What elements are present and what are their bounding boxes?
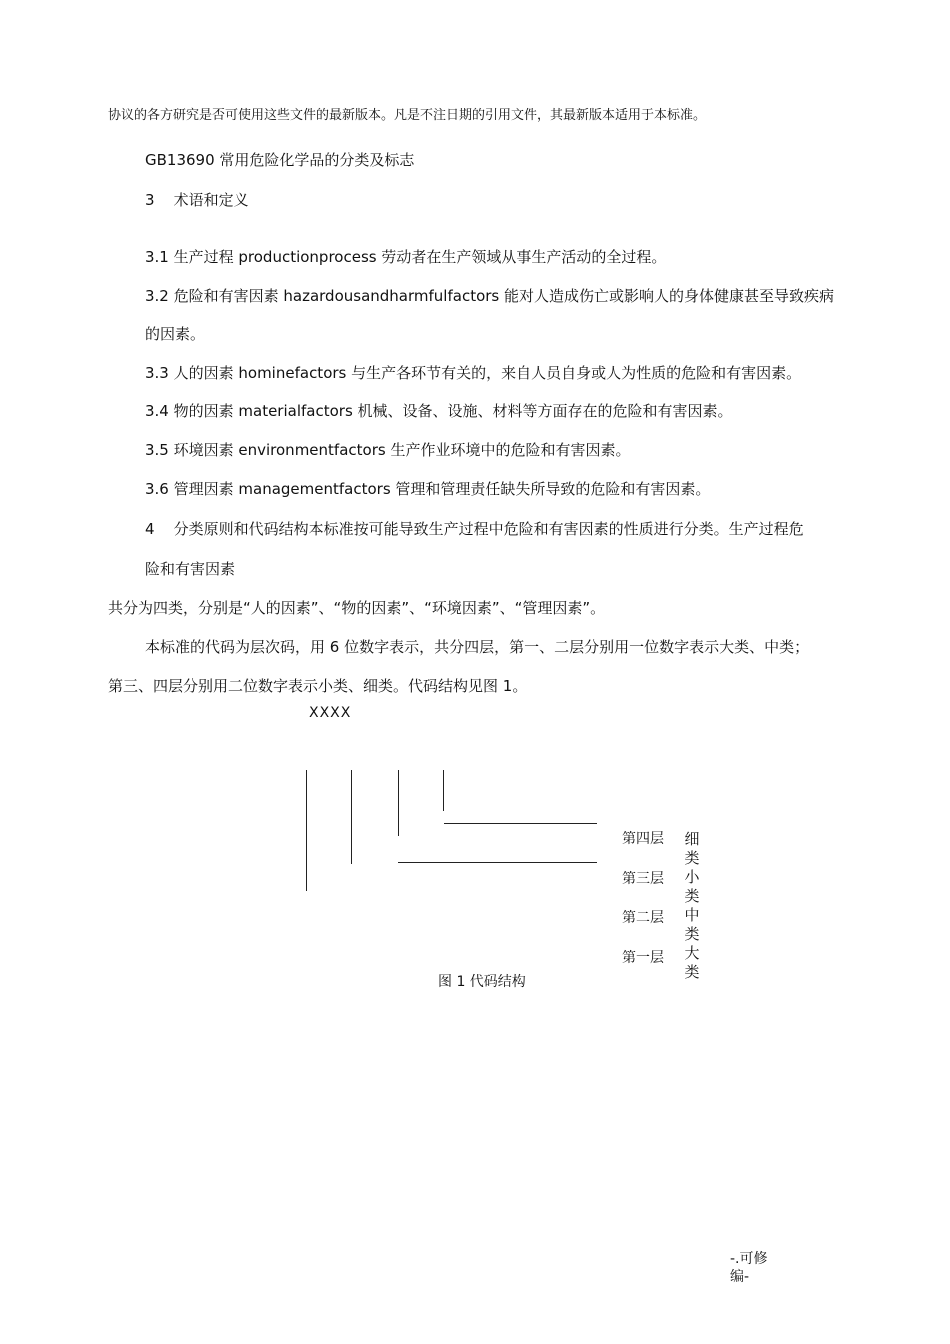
level-1-connector [306,770,307,891]
layer-2-label: 第二层 [622,910,664,926]
section-3-title: 3 术语和定义 [145,191,249,209]
section-4-text-continued: 险和有害因素 [145,560,236,578]
level-4-connector [443,770,444,811]
code-paragraph-continued: 第三、四层分别用二位数字表示小类、细类。代码结构见图 1。 [108,677,528,695]
definition-3-2-continued: 的因素。 [145,325,206,343]
definition-3-1: 3.1 生产过程 productionprocess 劳动者在生产领域从事生产活动的全过程。 [145,248,667,266]
layer-3-label: 第三层 [622,871,664,887]
layer-names-vertical: 细类小类中类大类 [684,830,700,981]
intro-line: 协议的各方研究是否可使用这些文件的最新版本。凡是不注日期的引用文件，其最新版本适用于本标准。 [108,108,707,123]
level-3-connector [398,770,399,836]
level-4-leader [444,823,597,824]
definition-3-5: 3.5 环境因素 environmentfactors 生产作业环境中的危险和有害因素。 [145,441,631,459]
reference-standard: GB13690 常用危险化学品的分类及标志 [145,151,415,169]
code-placeholder: XXXX [309,705,352,721]
code-paragraph: 本标准的代码为层次码，用 6 位数字表示，共分四层，第一、二层分别用一位数字表示大类、中类； [145,638,810,656]
level-2-connector [351,770,352,864]
footer-line-1: -.可修 [730,1251,768,1267]
figure-caption: 图 1 代码结构 [438,974,526,990]
level-3-leader [398,862,597,863]
page-footer [730,1250,768,1286]
footer-line-2: 编- [730,1269,750,1285]
definition-3-6: 3.6 管理因素 managementfactors 管理和管理责任缺失所导致的危险和有害因素。 [145,480,711,498]
four-categories-line: 共分为四类，分别是“人的因素”、“物的因素”、“环境因素”、“管理因素”。 [108,599,606,617]
section-4-text: 4 分类原则和代码结构本标准按可能导致生产过程中危险和有害因素的性质进行分类。生产过程危 [145,520,804,538]
definition-3-2: 3.2 危险和有害因素 hazardousandharmfulfactors 能对人造成伤亡或影响人的身体健康甚至导致疾病 [145,287,834,305]
definition-3-4: 3.4 物的因素 materialfactors 机械、设备、设施、材料等方面存在的危险和有害因素。 [145,402,733,420]
layer-4-label: 第四层 [622,831,664,847]
definition-3-3: 3.3 人的因素 hominefactors 与生产各环节有关的，来自人员自身或人为性质的危险和有害因素。 [145,364,802,382]
layer-1-label: 第一层 [622,950,664,966]
